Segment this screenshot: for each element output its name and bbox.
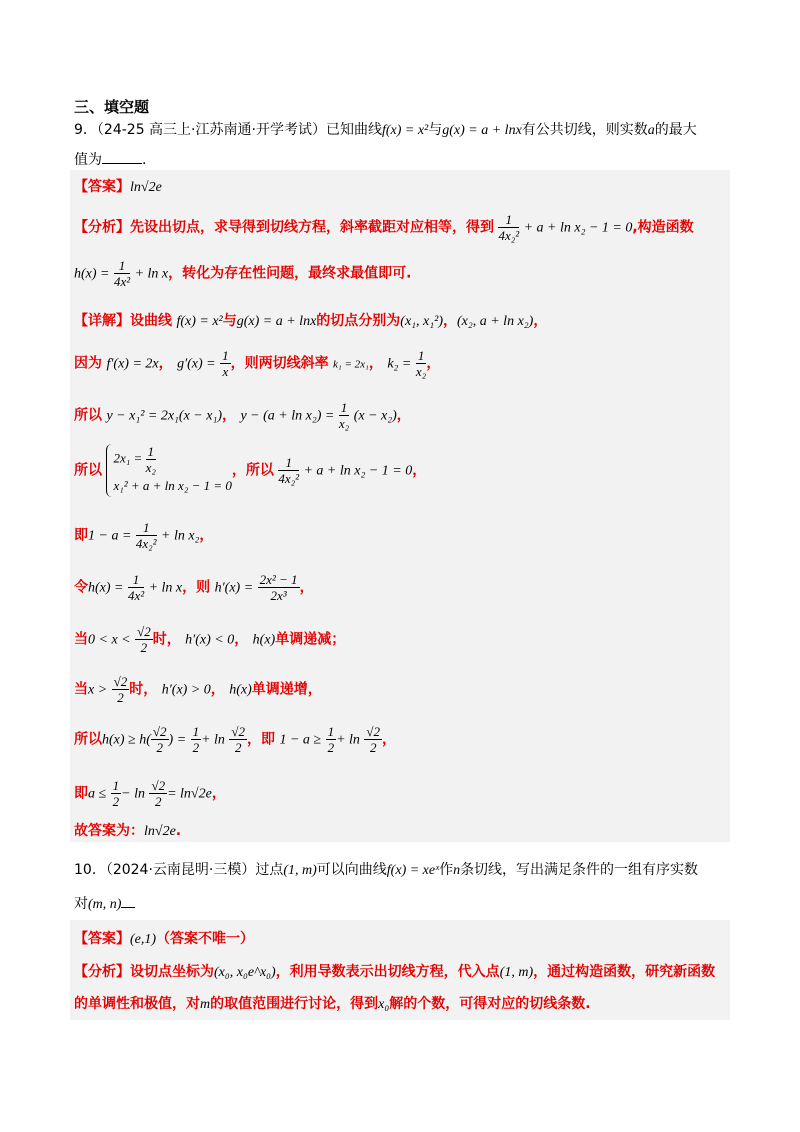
l9-d: 1 − a ≥	[279, 732, 322, 748]
l8-dang: 当	[74, 681, 88, 698]
q9-analysis-line2	[74, 258, 411, 289]
l6-ling: 令	[74, 579, 88, 596]
l10-frac1: $\frac{1}{2}$	[112, 778, 120, 809]
l2-text: ，则两切线斜率	[230, 355, 329, 372]
l2-fp: f′(x) = 2x	[106, 356, 159, 372]
l7-shi: 时，	[152, 631, 181, 648]
l7-dang: 当	[74, 631, 88, 648]
l10-frac2: $\frac{√2}{2}$	[151, 778, 166, 809]
q9-detail-line6	[74, 572, 314, 603]
l8-comma: ，	[210, 681, 225, 698]
q10-analysis-line2	[74, 993, 591, 1013]
q10-blank	[121, 893, 135, 908]
l10-end: ，	[211, 785, 226, 802]
q10-answer-value: (e,1)	[130, 932, 157, 947]
q9-detail-line2	[74, 348, 440, 379]
q10-answer-tag: 【答案】	[74, 931, 130, 947]
q9-line2-end: .	[142, 152, 147, 168]
q9-detail-line4	[74, 444, 426, 497]
q9-detail-line10	[74, 778, 226, 809]
l9-e: + ln	[336, 732, 360, 748]
q9-detail-line5	[74, 520, 213, 551]
l6-hp-frac: $\frac{\text{2x² − 1}}{\text{2x³}}$	[259, 572, 298, 603]
detail-g: g(x) = a + lnx	[236, 314, 317, 329]
q9-number: 9．	[74, 122, 97, 138]
q10-analysis-text1: 设切点坐标为	[130, 964, 214, 980]
l9-frac1: $\frac{√2}{2}$	[152, 724, 167, 755]
q9-detail-line7	[74, 624, 345, 655]
l7-comma: ，	[234, 631, 249, 648]
l7-frac: $\frac{√2}{2}$	[137, 624, 151, 655]
l9-frac5: $\frac{√2}{2}$	[366, 724, 381, 755]
q10-line2-x0: x₀	[378, 997, 390, 1012]
q9-line2	[74, 149, 146, 169]
q9-blank	[102, 149, 142, 164]
l3-so: 所以	[74, 407, 102, 424]
l6-frac: $\frac{1}{\text{4x²}}$	[127, 572, 145, 603]
l7-text: 单调递减；	[275, 631, 346, 648]
q10-number: 10．	[74, 862, 106, 878]
analysis-eq1: + a + ln x₂ − 1 = 0	[523, 220, 633, 236]
l2-because: 因为	[74, 355, 102, 372]
l9-end: ，	[382, 731, 397, 748]
q10-answer-note: （答案不唯一）	[156, 931, 255, 947]
l3-eq2a: y − (a + ln x₂) =	[240, 408, 335, 424]
l11-val: ln√2e	[144, 824, 176, 839]
section-title: 三、填空题	[74, 98, 150, 116]
q10-text1: 可以向曲线	[316, 862, 387, 878]
detail-text2: 的切点分别为	[316, 313, 401, 329]
l2-gp-frac: $\frac{1}{x}$	[222, 348, 229, 379]
l5-frac: $\frac{1}{\text{4x₂²}}$	[135, 520, 157, 551]
l4-system: 2x₁ = $\frac{1}{\text{x₂}}$ x₁² + a + ln x₂ − 1 = 0	[106, 444, 231, 497]
l3-frac: $\frac{1}{\text{x₂}}$	[338, 400, 350, 431]
l2-end: ，	[426, 355, 441, 372]
q10-line2-b: 的取值范围进行讨论，得到	[210, 996, 379, 1012]
l5-rest: + ln x₂	[161, 528, 200, 544]
q10-line2	[74, 893, 135, 913]
q10-pt: (1, m)	[283, 863, 317, 878]
l6-rest: + ln x	[148, 580, 183, 596]
l10-ji: 即	[74, 785, 88, 802]
l2-k1: k₁ = 2x₁	[333, 358, 369, 371]
detail-pt1: (x₁, x₁²)	[400, 314, 443, 329]
l7-cond: 0 < x <	[88, 632, 131, 648]
l2-comma: ，	[158, 355, 173, 372]
detail-pt2: (x₂, a + ln x₂)	[456, 314, 534, 329]
l2-k2: k₂ =	[387, 356, 412, 372]
q9-f: f(x) = x²	[381, 123, 429, 138]
answer-value: ln√2e	[130, 180, 162, 195]
l5-eq: 1 − a =	[88, 528, 132, 544]
l2-k2-frac: $\frac{1}{\text{x₂}}$	[415, 348, 427, 379]
q9-analysis-line1	[74, 212, 694, 243]
l4-so: 所以	[74, 462, 102, 479]
l9-a: h(x) ≥ h(	[102, 732, 151, 748]
q10-dui: 对	[74, 896, 88, 912]
q10-f: f(x) = xeˣ	[386, 863, 440, 878]
q9-a: a	[647, 123, 655, 138]
l3-eq2b: (x − x₂)	[353, 408, 397, 424]
l6-end: ，	[299, 579, 314, 596]
detail-and: 与	[222, 313, 237, 329]
q9-detail-line9	[74, 724, 396, 755]
q9-detail-line1	[74, 310, 547, 330]
detail-end: ，	[533, 313, 548, 329]
q9-tail: 的最大	[654, 122, 697, 138]
l9-c: + ln	[201, 732, 225, 748]
q10-answer-line	[74, 928, 254, 948]
q9-detail-line11	[74, 820, 181, 840]
l11-end: .	[175, 823, 182, 839]
l2-comma2: ，	[368, 355, 383, 372]
q9-source: （24-25 高三上·江苏南通·开学考试）已知曲线	[96, 122, 382, 138]
q10-analysis-pt2: (1, m)	[499, 965, 534, 980]
l9-b: ) =	[168, 732, 187, 748]
l7-hp: h′(x) < 0	[185, 632, 235, 648]
l8-hp: h′(x) > 0	[161, 682, 211, 698]
q10-n: n	[453, 863, 461, 878]
analysis-h-frac: $\frac{1}{\text{4x²}}$	[113, 258, 131, 289]
l4-frac: $\frac{1}{\text{4x₂²}}$	[278, 455, 300, 486]
l9-frac4: $\frac{1}{2}$	[327, 724, 335, 755]
l10-c: = ln√2e	[167, 786, 212, 802]
l8-shi: 时，	[129, 681, 158, 698]
q10-mn: (m, n)	[88, 897, 122, 912]
q9-answer-line	[74, 176, 162, 196]
analysis-h: h(x) =	[74, 266, 110, 282]
q10-line2-m: m	[200, 997, 211, 1012]
answer-tag: 【答案】	[74, 179, 130, 195]
l7-h: h(x)	[252, 632, 276, 648]
q9-line2-text: 值为	[74, 152, 102, 168]
analysis-text2: ,构造函数	[632, 219, 694, 236]
l9-frac2: $\frac{1}{2}$	[192, 724, 200, 755]
l8-cond: x >	[88, 682, 108, 698]
analysis-frac1: $\frac{1}{\text{4x₂²}}$	[498, 212, 520, 243]
l5-end: ，	[199, 527, 214, 544]
q9-line1	[74, 119, 697, 139]
q10-analysis-line1	[74, 961, 715, 981]
analysis-h-rest: + ln x	[134, 266, 169, 282]
l2-gp: g′(x) =	[177, 356, 216, 372]
l3-comma: ，	[222, 407, 236, 424]
analysis-tag: 【分析】	[74, 219, 130, 236]
q9-detail-line8	[74, 674, 322, 705]
detail-text1: 设曲线	[130, 313, 172, 329]
q10-source: （2024·云南昆明·三模）过点	[105, 862, 284, 878]
detail-comma: ，	[442, 313, 457, 329]
q10-line2-a: 的单调性和极值，对	[74, 996, 200, 1012]
q10-line1	[74, 859, 698, 879]
l6-h: h(x) =	[88, 580, 124, 596]
q10-line2-c: 解的个数，可得对应的切线条数.	[389, 996, 591, 1012]
analysis-text1: 先设出切点，求导得到切线方程，斜率截距对应相等，得到	[130, 219, 494, 236]
q9-end: 有公共切线，则实数	[521, 122, 648, 138]
l6-hp: h′(x) =	[214, 580, 254, 596]
detail-f: f(x) = x²	[176, 314, 223, 329]
l8-h: h(x)	[229, 682, 252, 698]
q9-mid: 与	[428, 122, 443, 138]
l4-text: ，所以	[231, 462, 274, 479]
l3-end: ，	[396, 407, 411, 424]
q9-detail-line3	[74, 400, 411, 431]
q10-analysis-text3: ，通过构造函数，研究新函数	[533, 964, 716, 980]
l9-frac3: $\frac{√2}{2}$	[231, 724, 246, 755]
l10-a: a ≤	[88, 786, 107, 802]
q10-text3: 条切线，写出满足条件的一组有序实数	[460, 862, 699, 878]
l10-b: − ln	[121, 786, 145, 802]
l4-end: ，	[412, 462, 427, 479]
l4-rest: + a + ln x₂ − 1 = 0	[303, 463, 413, 479]
q10-analysis-tag: 【分析】	[74, 964, 130, 980]
l8-frac: $\frac{√2}{2}$	[113, 674, 128, 705]
detail-tag: 【详解】	[74, 313, 130, 329]
l8-text: 单调递增，	[251, 681, 322, 698]
l3-eq1: y − x₁² = 2x₁(x − x₁)	[106, 408, 222, 424]
l9-so: 所以	[74, 731, 102, 748]
l5-ji: 即	[74, 527, 88, 544]
q10-analysis-pt: (x₀, x₀e^x₀)	[214, 965, 276, 980]
q10-text2: 作	[439, 862, 454, 878]
l6-ze: ，则	[182, 579, 211, 596]
q10-analysis-text2: ，利用导数表示出切线方程，代入点	[275, 964, 500, 980]
q9-g: g(x) = a + lnx	[442, 123, 522, 138]
analysis-text3: ，转化为存在性问题，最终求最值即可.	[168, 265, 412, 282]
l9-ji: ，即	[247, 731, 276, 748]
l11-text: 故答案为：	[74, 823, 144, 839]
